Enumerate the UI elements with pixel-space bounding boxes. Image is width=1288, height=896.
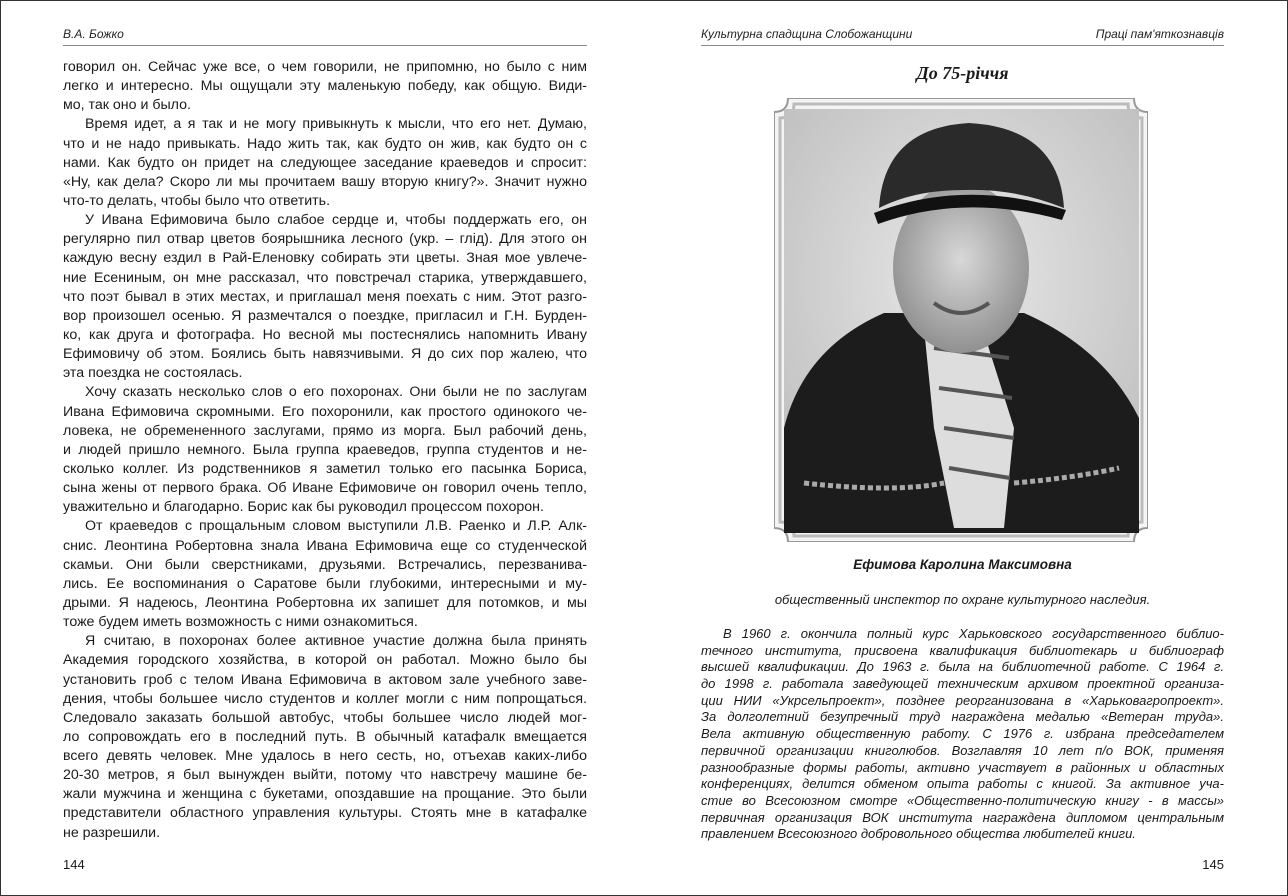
running-head-section: Праці пам'яткознавців (1095, 27, 1224, 41)
bio-line: правлением Всесоюзного добровольного общества любителей книги. (701, 826, 1136, 842)
text-line: сколько коллег. Из родственников я заметил только его пасынка Бориса, (63, 460, 587, 477)
text-line: эта поездка не состоялась. (63, 365, 243, 382)
text-line: тоже будем иметь возможность с ними ознакомиться. (63, 614, 418, 631)
text-line: представители областного управления культуры. Стоять мне в катафалке (63, 805, 587, 822)
bio-line: течного института, присвоена квалификация библиотекарь и библиограф (701, 642, 1224, 658)
portrait-photo (774, 98, 1148, 542)
bio-line: Вела активную общественную работу. С 1976 г. избрана председателем (701, 726, 1224, 742)
left-page (63, 1, 587, 895)
bio-line: конференциях, делится обменом опыта работы с книгой. За активное уча- (701, 776, 1224, 792)
running-head (701, 27, 1224, 46)
page-number-right: 145 (1202, 857, 1224, 872)
text-line: дения, чтобы большее число студентов и коллег могли с ним попрощаться. (63, 690, 587, 707)
text-line: У Ивана Ефимовича было слабое сердце и, чтобы поддержать его, он (85, 212, 587, 229)
text-line: уважительно и благодарно. Борис как бы руководил процессом похорон. (63, 499, 544, 516)
text-line: мо, так оно и было. (63, 97, 191, 114)
text-line: говорил он. Сейчас уже все, о чем говорили, не припомню, но было с ним (63, 59, 587, 75)
text-line: установить гроб с телом Ивана Ефимовича в актовом зале учебного заве- (63, 671, 587, 688)
bio-line: ции НИИ «Укрсельпроект», позднее реорганизована в «Харьковагропроект». (701, 692, 1224, 708)
text-line: От краеведов с прощальным словом выступили Л.В. Раенко и Л.Р. Алк- (85, 518, 587, 535)
section-title: До 75-річчя (916, 63, 1009, 83)
text-line: Хочу сказать несколько слов о его похоронах. Они были не по заслугам (85, 384, 587, 401)
bio-line: В 1960 г. окончила полный курс Харьковского государственного библио- (723, 626, 1224, 641)
text-line: Я считаю, в похоронах более активное участие должна была принять (85, 633, 587, 650)
text-line: ко, как друга и фотографа. Но весной мы постеснялись напомнить Ивану (63, 326, 587, 343)
text-line: что-то делать, чтобы было что ответить. (63, 192, 331, 209)
running-head-author: В.А. Божко (63, 27, 587, 46)
text-line: лись. Ее воспоминания о Саратове были глубокими, интересными и му- (63, 575, 587, 592)
bio-line: первичной организации книголюбов. Возглавляя 10 лет п/о ВОК, применяя (701, 742, 1224, 758)
text-line: Ивана Ефимовича скромными. Его похоронили, как простого одинокого че- (63, 403, 587, 420)
text-line: жали мужчина и женщина с букетами, опоздавшие на прощание. Это были (63, 786, 587, 803)
bio-line: до 1998 г. работала заведующей техническим архивом проектной организа- (701, 676, 1224, 692)
text-line: и людей пришло немного. Была группа краеведов, группа студентов и не- (63, 441, 587, 458)
text-line: ловека, не обремененного заслугами, прямо из морга. Был рабочий день, (63, 422, 587, 439)
text-line: не разрешили. (63, 824, 161, 841)
running-head-book-title: Культурна спадщина Слобожанщини (701, 27, 913, 41)
text-line: регулярно пил отвар цветов боярышника лесного (укр. – глід). Для этого он (63, 231, 587, 248)
text-line: что поэт бывал в этих местах, и приглашал меня поехать с ним. Этот разго- (63, 288, 587, 305)
biography-text (701, 626, 1224, 843)
text-line: Следовало заказать большой автобус, чтобы большее число людей мог- (63, 709, 587, 726)
text-line: что и не надо привыкать. Надо жить так, как будто он жив, как будто он с (63, 135, 587, 152)
bio-line: разнообразные формы работы, активно участвует в районных и областных (701, 759, 1224, 775)
bio-line: первичная организация ВОК института награждена дипломом центральным (701, 809, 1224, 825)
text-line: дрыми. Я надеюсь, Леонтина Робертовна их запишет для потомков, и мы (63, 594, 587, 611)
text-line: нами. Как будто он придет на следующее заседание краеведов и спросит: (63, 154, 587, 171)
right-page (701, 1, 1224, 895)
text-line: скамьи. Они были сверстниками, друзьями. Встречались, перезванива- (63, 556, 587, 573)
photo-caption: Ефимова Каролина Максимовна (853, 557, 1072, 572)
bio-line: высшей квалификации. До 1963 г. была на библиотечной работе. С 1964 г. (701, 659, 1224, 675)
text-line: легко и интересно. Мы ощущали эту маленькую победу, как общую. Види- (63, 78, 587, 95)
text-line: Академия городского хозяйства, в которой он работал. Можно было бы (63, 652, 587, 669)
person-role: общественный инспектор по охране культурного наследия. (774, 592, 1151, 607)
bio-line: За долголетний безупречный труд награждена медалью «Ветеран труда». (701, 709, 1224, 725)
text-line: снис. Леонтина Робертовна знала Ивана Ефимовича еще со студенческой (63, 537, 587, 554)
text-line: 20-30 метров, я был вынужден выйти, потому что навстречу машине бе- (63, 767, 587, 784)
bio-line: стие во Всесоюзном смотре «Общественно-политическую книгу - в массы» (701, 792, 1224, 808)
page-number-left: 144 (63, 857, 85, 872)
text-line: «Ну, как дела? Скоро ли мы прочитаем вашу вторую книгу?». Значит нужно (63, 173, 587, 190)
text-line: ло сопровождать его в последний путь. В обычный катафалк вмещается (63, 728, 587, 745)
text-line: вор произошел осенью. Я размечтался о поездке, пригласил и Г.Н. Бурден- (63, 307, 587, 324)
text-line: Ефимовичу об этом. Боялись быть навязчивыми. Я до сих пор жалею, что (63, 346, 587, 363)
article-body (63, 58, 587, 843)
text-line: сына жены от первого брака. Об Иване Ефимовиче он говорил очень тепло, (63, 480, 587, 497)
text-line: Время идет, а я так и не могу привыкнуть к мысли, что его нет. Думаю, (85, 116, 587, 133)
text-line: каждую весну ездил в Рай-Еленовку собирать эти цветы. Зная мое увлече- (63, 250, 587, 267)
text-line: всего девять человек. Мне удалось в него сесть, но, отъехав каких-либо (63, 748, 587, 765)
text-line: ние Есениным, он мне рассказал, что повстречал старика, утверждавшего, (63, 269, 587, 286)
